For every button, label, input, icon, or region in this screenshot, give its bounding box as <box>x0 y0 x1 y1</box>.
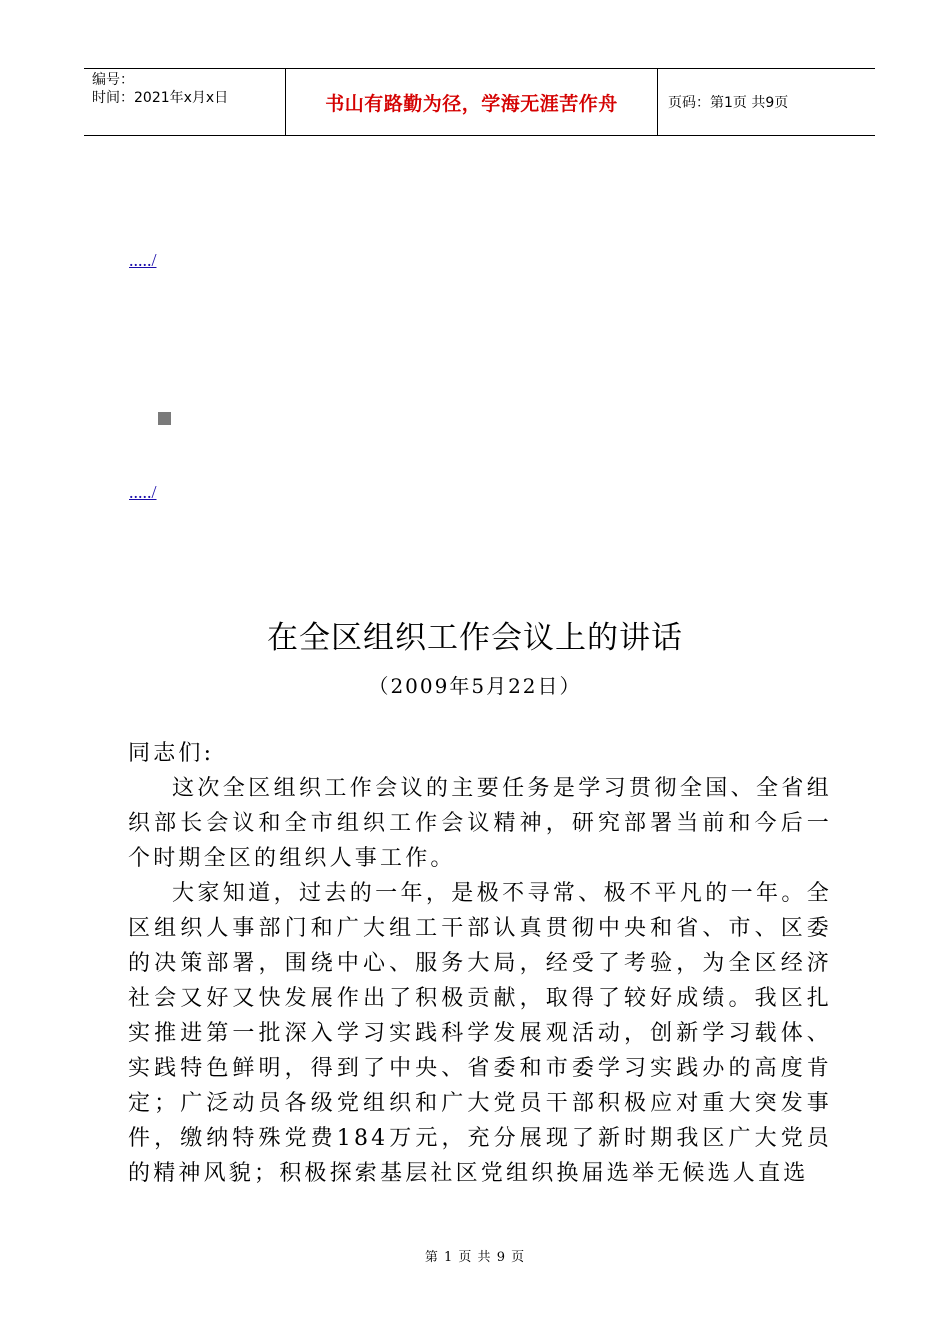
header-page-info: 页码：第1页 共9页 <box>668 95 789 111</box>
gray-square-icon <box>158 412 171 425</box>
paragraph: 大家知道，过去的一年，是极不寻常、极不平凡的一年。全区组织人事部门和广大组工干部认真贯彻中央和省、市、区委的决策部署，围绕中心、服务大局，经受了考验，为全区经济社会又好又快发展作出了积极贡献，取得了较好成绩。我区扎实推进第一批深入学习实践科学发展观活动，创新学习载体、实践特色鲜明，得到了中央、省委和市委学习实践办的高度肯定；广泛动员各级党组织和广大党员干部积极应对重大突发事件，缴纳特殊党费184万元，充分展现了新时期我区广大党员的精神风貌；积极探索基层社区党组织换届选举无候选人直选 <box>128 881 832 1186</box>
number-label: 编号： <box>92 72 134 88</box>
page-header <box>84 68 875 136</box>
link-first[interactable]: ...../ <box>129 250 157 270</box>
document-title: 在全区组织工作会议上的讲话 <box>267 620 683 656</box>
document-date: （2009年5月22日） <box>368 674 582 698</box>
page-footer: 第 1 页 共 9 页 <box>424 1250 526 1265</box>
header-motto: 书山有路勤为径，学海无涯苦作舟 <box>286 69 658 135</box>
time-label: 时间：2021年x月x日 <box>92 90 229 106</box>
document-body <box>128 736 832 1191</box>
header-meta <box>84 69 286 135</box>
link-second[interactable]: ...../ <box>129 482 157 502</box>
salutation: 同志们: <box>128 741 215 766</box>
paragraph: 这次全区组织工作会议的主要任务是学习贯彻全国、全省组织部长会议和全市组织工作会议精神，研究部署当前和今后一个时期全区的组织人事工作。 <box>128 776 832 871</box>
